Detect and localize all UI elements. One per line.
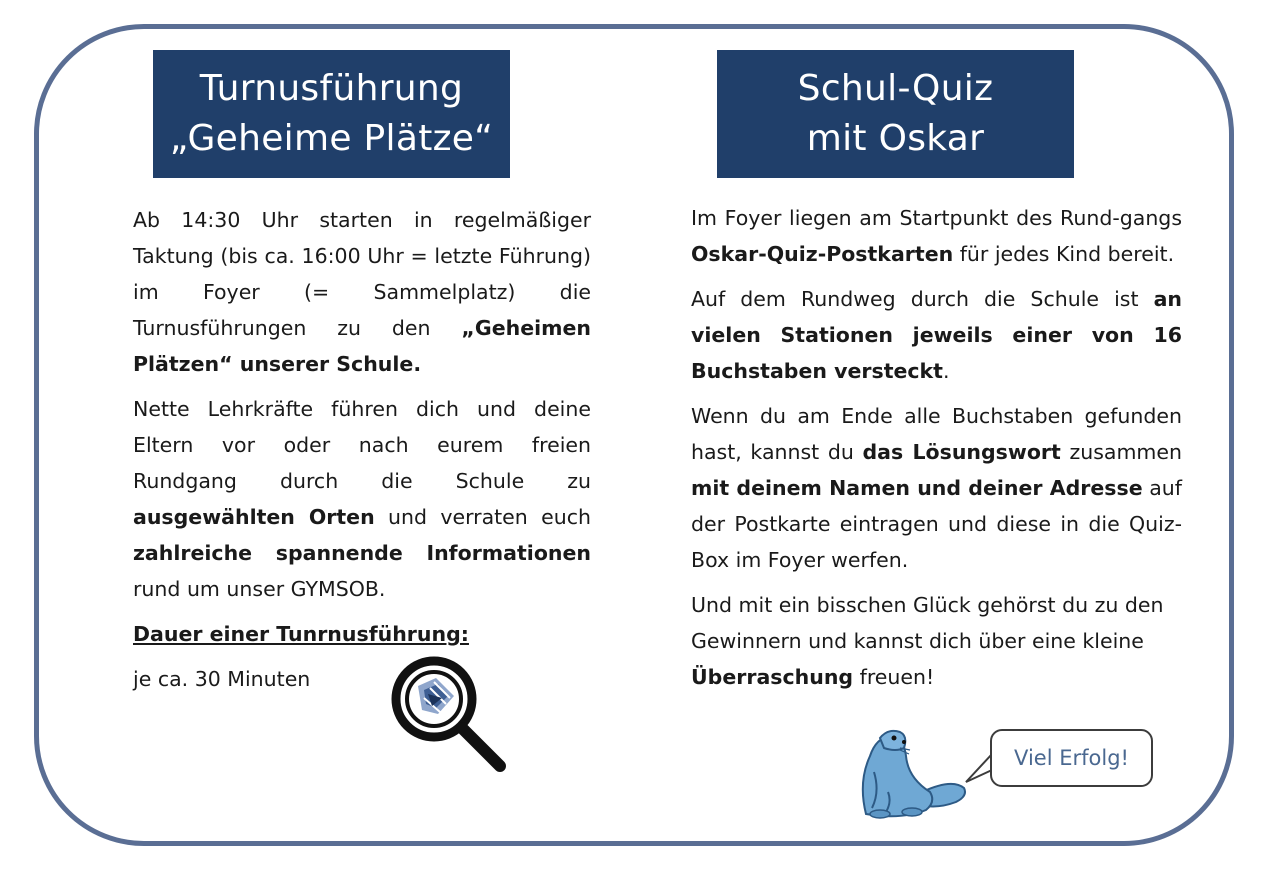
title-line-1: Schul-Quiz <box>797 68 994 109</box>
otter-mascot-icon <box>852 722 970 822</box>
magnifier-icon <box>388 652 510 776</box>
left-column <box>133 202 591 706</box>
title-schul-quiz <box>717 50 1074 178</box>
duration-value: je ca. 30 Minuten <box>133 667 311 691</box>
speech-bubble-text: Viel Erfolg! <box>1014 746 1129 770</box>
paragraph-postcards: Im Foyer liegen am Startpunkt des Rund-gangs Oskar-Quiz-Postkarten für jedes Kind bereit. <box>691 206 1182 266</box>
speech-bubble <box>990 729 1153 787</box>
paragraph-stations: Auf dem Rundweg durch die Schule ist an vielen Stationen jeweils einer von 16 Buchstaben versteckt. <box>691 287 1182 383</box>
title-line-1: Turnusführung <box>199 68 464 109</box>
paragraph-start-time: Ab 14:30 Uhr starten in regelmäßiger Taktung (bis ca. 16:00 Uhr = letzte Führung) im Foyer (= Sammelplatz) die Turnusführungen zu den „Geheimen Plätzen“ unserer Schule. <box>133 208 591 376</box>
right-column <box>691 200 1182 704</box>
duration-heading: Dauer einer Tunrnusführung: <box>133 622 469 646</box>
paragraph-teachers: Nette Lehrkräfte führen dich und deine Eltern vor oder nach eurem freien Rundgang durch die Schule zu ausgewählten Orten und verraten euch zahlreiche spannende Informationen rund um unser GYMSOB. <box>133 397 591 601</box>
title-line-2: „Geheime Plätze“ <box>169 118 494 159</box>
title-line-2: mit Oskar <box>806 118 985 159</box>
paragraph-prize: Und mit ein bisschen Glück gehörst du zu den Gewinnern und kannst dich über eine kleine Überraschung freuen! <box>691 593 1164 689</box>
paragraph-solution: Wenn du am Ende alle Buchstaben gefunden hast, kannst du das Lösungswort zusammen mit deinem Namen und deiner Adresse auf der Postkarte eintragen und diese in die Quiz-Box im Foyer werfen. <box>691 404 1183 572</box>
title-turnusfuehrung <box>153 50 510 178</box>
